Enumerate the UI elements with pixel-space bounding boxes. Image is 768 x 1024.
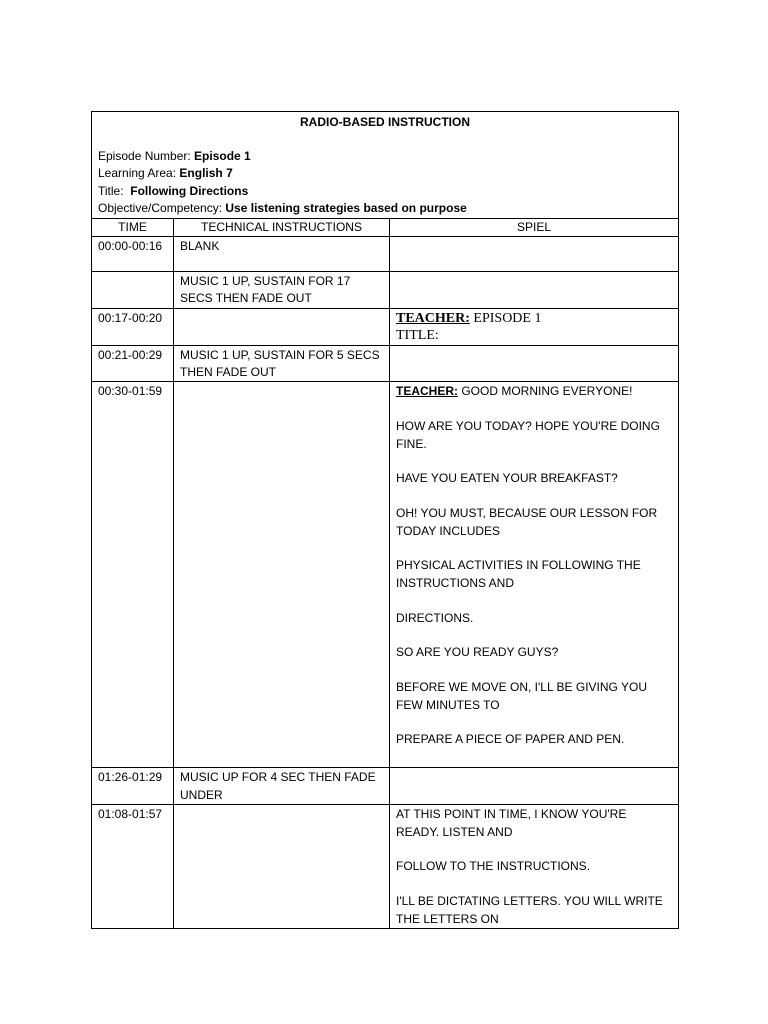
- col-header-time: TIME: [92, 218, 174, 236]
- spiel-paragraph: SO ARE YOU READY GUYS?: [396, 645, 559, 660]
- table-row: [92, 308, 679, 345]
- table-row: [92, 237, 679, 272]
- spiel-paragraph: DIRECTIONS.: [396, 610, 474, 625]
- time-cell: 01:26-01:29: [92, 768, 174, 805]
- table-row: [92, 768, 679, 805]
- spiel-cell: [390, 237, 679, 272]
- spiel-cell: [390, 308, 679, 345]
- table-row: [92, 805, 679, 929]
- spiel-paragraph: HOW ARE YOU TODAY? HOPE YOU'RE DOING FINE.: [396, 419, 660, 451]
- time-cell: 00:21-00:29: [92, 345, 174, 382]
- technical-cell: [174, 805, 390, 929]
- spiel-paragraph: I'LL BE DICTATING LETTERS. YOU WILL WRITE THE LETTERS ON: [396, 894, 663, 926]
- teacher-label: TEACHER:: [396, 384, 458, 399]
- spiel-text: GOOD MORNING EVERYONE!: [458, 384, 633, 399]
- title-line: Title: Following Directions: [98, 183, 249, 198]
- table-row: [92, 382, 679, 768]
- table-row: [92, 345, 679, 382]
- technical-cell: BLANK: [174, 237, 390, 272]
- time-cell: 00:17-00:20: [92, 308, 174, 345]
- spiel-paragraph: BEFORE WE MOVE ON, I'LL BE GIVING YOU FEW MINUTES TO: [396, 680, 648, 712]
- title-value: Following Directions: [130, 183, 249, 198]
- spiel-paragraph: FOLLOW TO THE INSTRUCTIONS.: [396, 859, 591, 874]
- header-cell: [92, 112, 679, 219]
- table-row: [92, 272, 679, 309]
- col-header-spiel: SPIEL: [390, 218, 679, 236]
- technical-cell: MUSIC 1 UP, SUSTAIN FOR 17 SECS THEN FADE OUT: [174, 272, 390, 309]
- technical-cell: MUSIC UP FOR 4 SEC THEN FADE UNDER: [174, 768, 390, 805]
- spiel-cell: [390, 345, 679, 382]
- column-header-row: [92, 218, 679, 236]
- technical-cell: MUSIC 1 UP, SUSTAIN FOR 5 SECS THEN FADE OUT: [174, 345, 390, 382]
- col-header-technical: TECHNICAL INSTRUCTIONS: [174, 218, 390, 236]
- time-cell: 00:00-00:16: [92, 237, 174, 272]
- time-cell: 00:30-01:59: [92, 382, 174, 768]
- document-title: RADIO-BASED INSTRUCTION: [300, 115, 470, 129]
- technical-cell: [174, 308, 390, 345]
- episode-line: Episode Number: Episode 1: [98, 149, 251, 163]
- time-cell: 01:08-01:57: [92, 805, 174, 929]
- spiel-text: TITLE:: [396, 328, 439, 344]
- spiel-cell: [390, 382, 679, 768]
- script-table: [91, 111, 679, 929]
- time-cell: [92, 272, 174, 309]
- spiel-text: EPISODE 1: [469, 310, 542, 326]
- objective-line: Objective/Competency: Use listening strategies based on purpose: [98, 201, 467, 216]
- header-row: [92, 112, 679, 219]
- spiel-paragraph: OH! YOU MUST, BECAUSE OUR LESSON FOR TODAY INCLUDES: [396, 506, 658, 538]
- objective-value: Use listening strategies based on purpose: [225, 201, 467, 216]
- spiel-cell: [390, 272, 679, 309]
- episode-value: Episode 1: [194, 149, 251, 163]
- spiel-paragraph: PHYSICAL ACTIVITIES IN FOLLOWING THE INSTRUCTIONS AND: [396, 558, 641, 590]
- spiel-paragraph: HAVE YOU EATEN YOUR BREAKFAST?: [396, 471, 618, 486]
- spiel-cell: [390, 768, 679, 805]
- learning-area-line: Learning Area: English 7: [98, 166, 233, 181]
- spiel-paragraph: AT THIS POINT IN TIME, I KNOW YOU'RE READY. LISTEN AND: [396, 807, 627, 839]
- technical-cell: [174, 382, 390, 768]
- spiel-paragraph: PREPARE A PIECE OF PAPER AND PEN.: [396, 732, 625, 747]
- spiel-cell: [390, 805, 679, 929]
- teacher-label: TEACHER:: [396, 310, 470, 326]
- learning-area-value: English 7: [179, 166, 233, 181]
